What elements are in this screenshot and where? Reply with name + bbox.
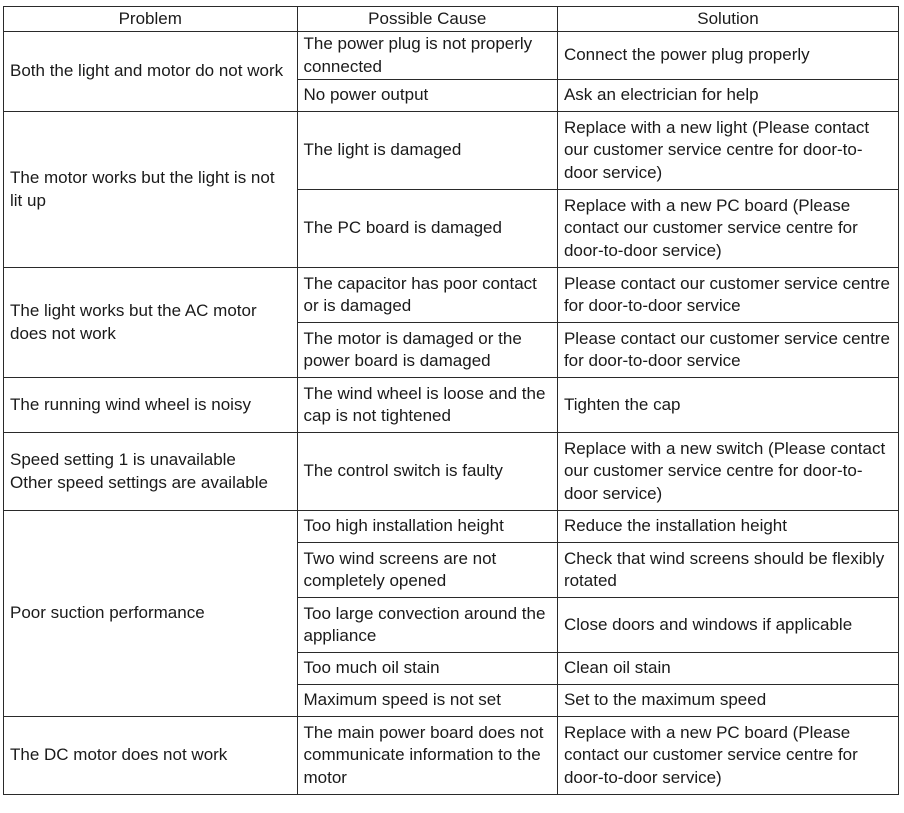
solution-cell: Reduce the installation height	[557, 511, 898, 543]
possible-cause-cell: Too high installation height	[297, 511, 557, 543]
solution-cell: Close doors and windows if applicable	[557, 598, 898, 653]
possible-cause-cell: Two wind screens are not completely opened	[297, 543, 557, 598]
solution-cell: Set to the maximum speed	[557, 685, 898, 717]
header-problem: Problem	[4, 7, 298, 32]
troubleshooting-table	[3, 6, 899, 795]
possible-cause-cell: The capacitor has poor contact or is damaged	[297, 268, 557, 323]
problem-cell	[4, 433, 298, 511]
possible-cause-cell: The PC board is damaged	[297, 190, 557, 268]
possible-cause-cell: Too large convection around the appliance	[297, 598, 557, 653]
table-row	[4, 32, 899, 80]
table-body	[4, 32, 899, 795]
solution-cell: Replace with a new PC board (Please contact our customer service centre for door-to-door service)	[557, 190, 898, 268]
solution-cell: Check that wind screens should be flexibly rotated	[557, 543, 898, 598]
table-row	[4, 511, 899, 543]
possible-cause-cell: Maximum speed is not set	[297, 685, 557, 717]
table-row	[4, 268, 899, 323]
solution-cell: Clean oil stain	[557, 653, 898, 685]
solution-cell: Please contact our customer service centre for door-to-door service	[557, 268, 898, 323]
solution-cell: Replace with a new light (Please contact our customer service centre for door-to-door service)	[557, 112, 898, 190]
header-row	[4, 7, 899, 32]
table-row	[4, 717, 899, 795]
possible-cause-cell: The power plug is not properly connected	[297, 32, 557, 80]
table-row	[4, 112, 899, 190]
possible-cause-cell: The motor is damaged or the power board is damaged	[297, 323, 557, 378]
solution-cell: Ask an electrician for help	[557, 80, 898, 112]
possible-cause-cell: The main power board does not communicate information to the motor	[297, 717, 557, 795]
possible-cause-cell: The control switch is faulty	[297, 433, 557, 511]
solution-cell: Please contact our customer service centre for door-to-door service	[557, 323, 898, 378]
problem-cell: Both the light and motor do not work	[4, 32, 298, 112]
possible-cause-cell: The wind wheel is loose and the cap is not tightened	[297, 378, 557, 433]
problem-cell: The DC motor does not work	[4, 717, 298, 795]
header-possible-cause: Possible Cause	[297, 7, 557, 32]
table-row	[4, 433, 899, 511]
possible-cause-cell: Too much oil stain	[297, 653, 557, 685]
solution-cell: Replace with a new switch (Please contact our customer service centre for door-to-door service)	[557, 433, 898, 511]
solution-cell: Connect the power plug properly	[557, 32, 898, 80]
header-solution: Solution	[557, 7, 898, 32]
problem-cell: The light works but the AC motor does not work	[4, 268, 298, 378]
problem-text-line: Other speed settings are available	[10, 472, 268, 492]
solution-cell: Tighten the cap	[557, 378, 898, 433]
possible-cause-cell: No power output	[297, 80, 557, 112]
possible-cause-cell: The light is damaged	[297, 112, 557, 190]
problem-cell: The running wind wheel is noisy	[4, 378, 298, 433]
table-row	[4, 378, 899, 433]
solution-cell: Replace with a new PC board (Please contact our customer service centre for door-to-door service)	[557, 717, 898, 795]
problem-cell: The motor works but the light is not lit up	[4, 112, 298, 268]
problem-cell: Poor suction performance	[4, 511, 298, 717]
problem-text-line: Speed setting 1 is unavailable	[10, 450, 236, 469]
